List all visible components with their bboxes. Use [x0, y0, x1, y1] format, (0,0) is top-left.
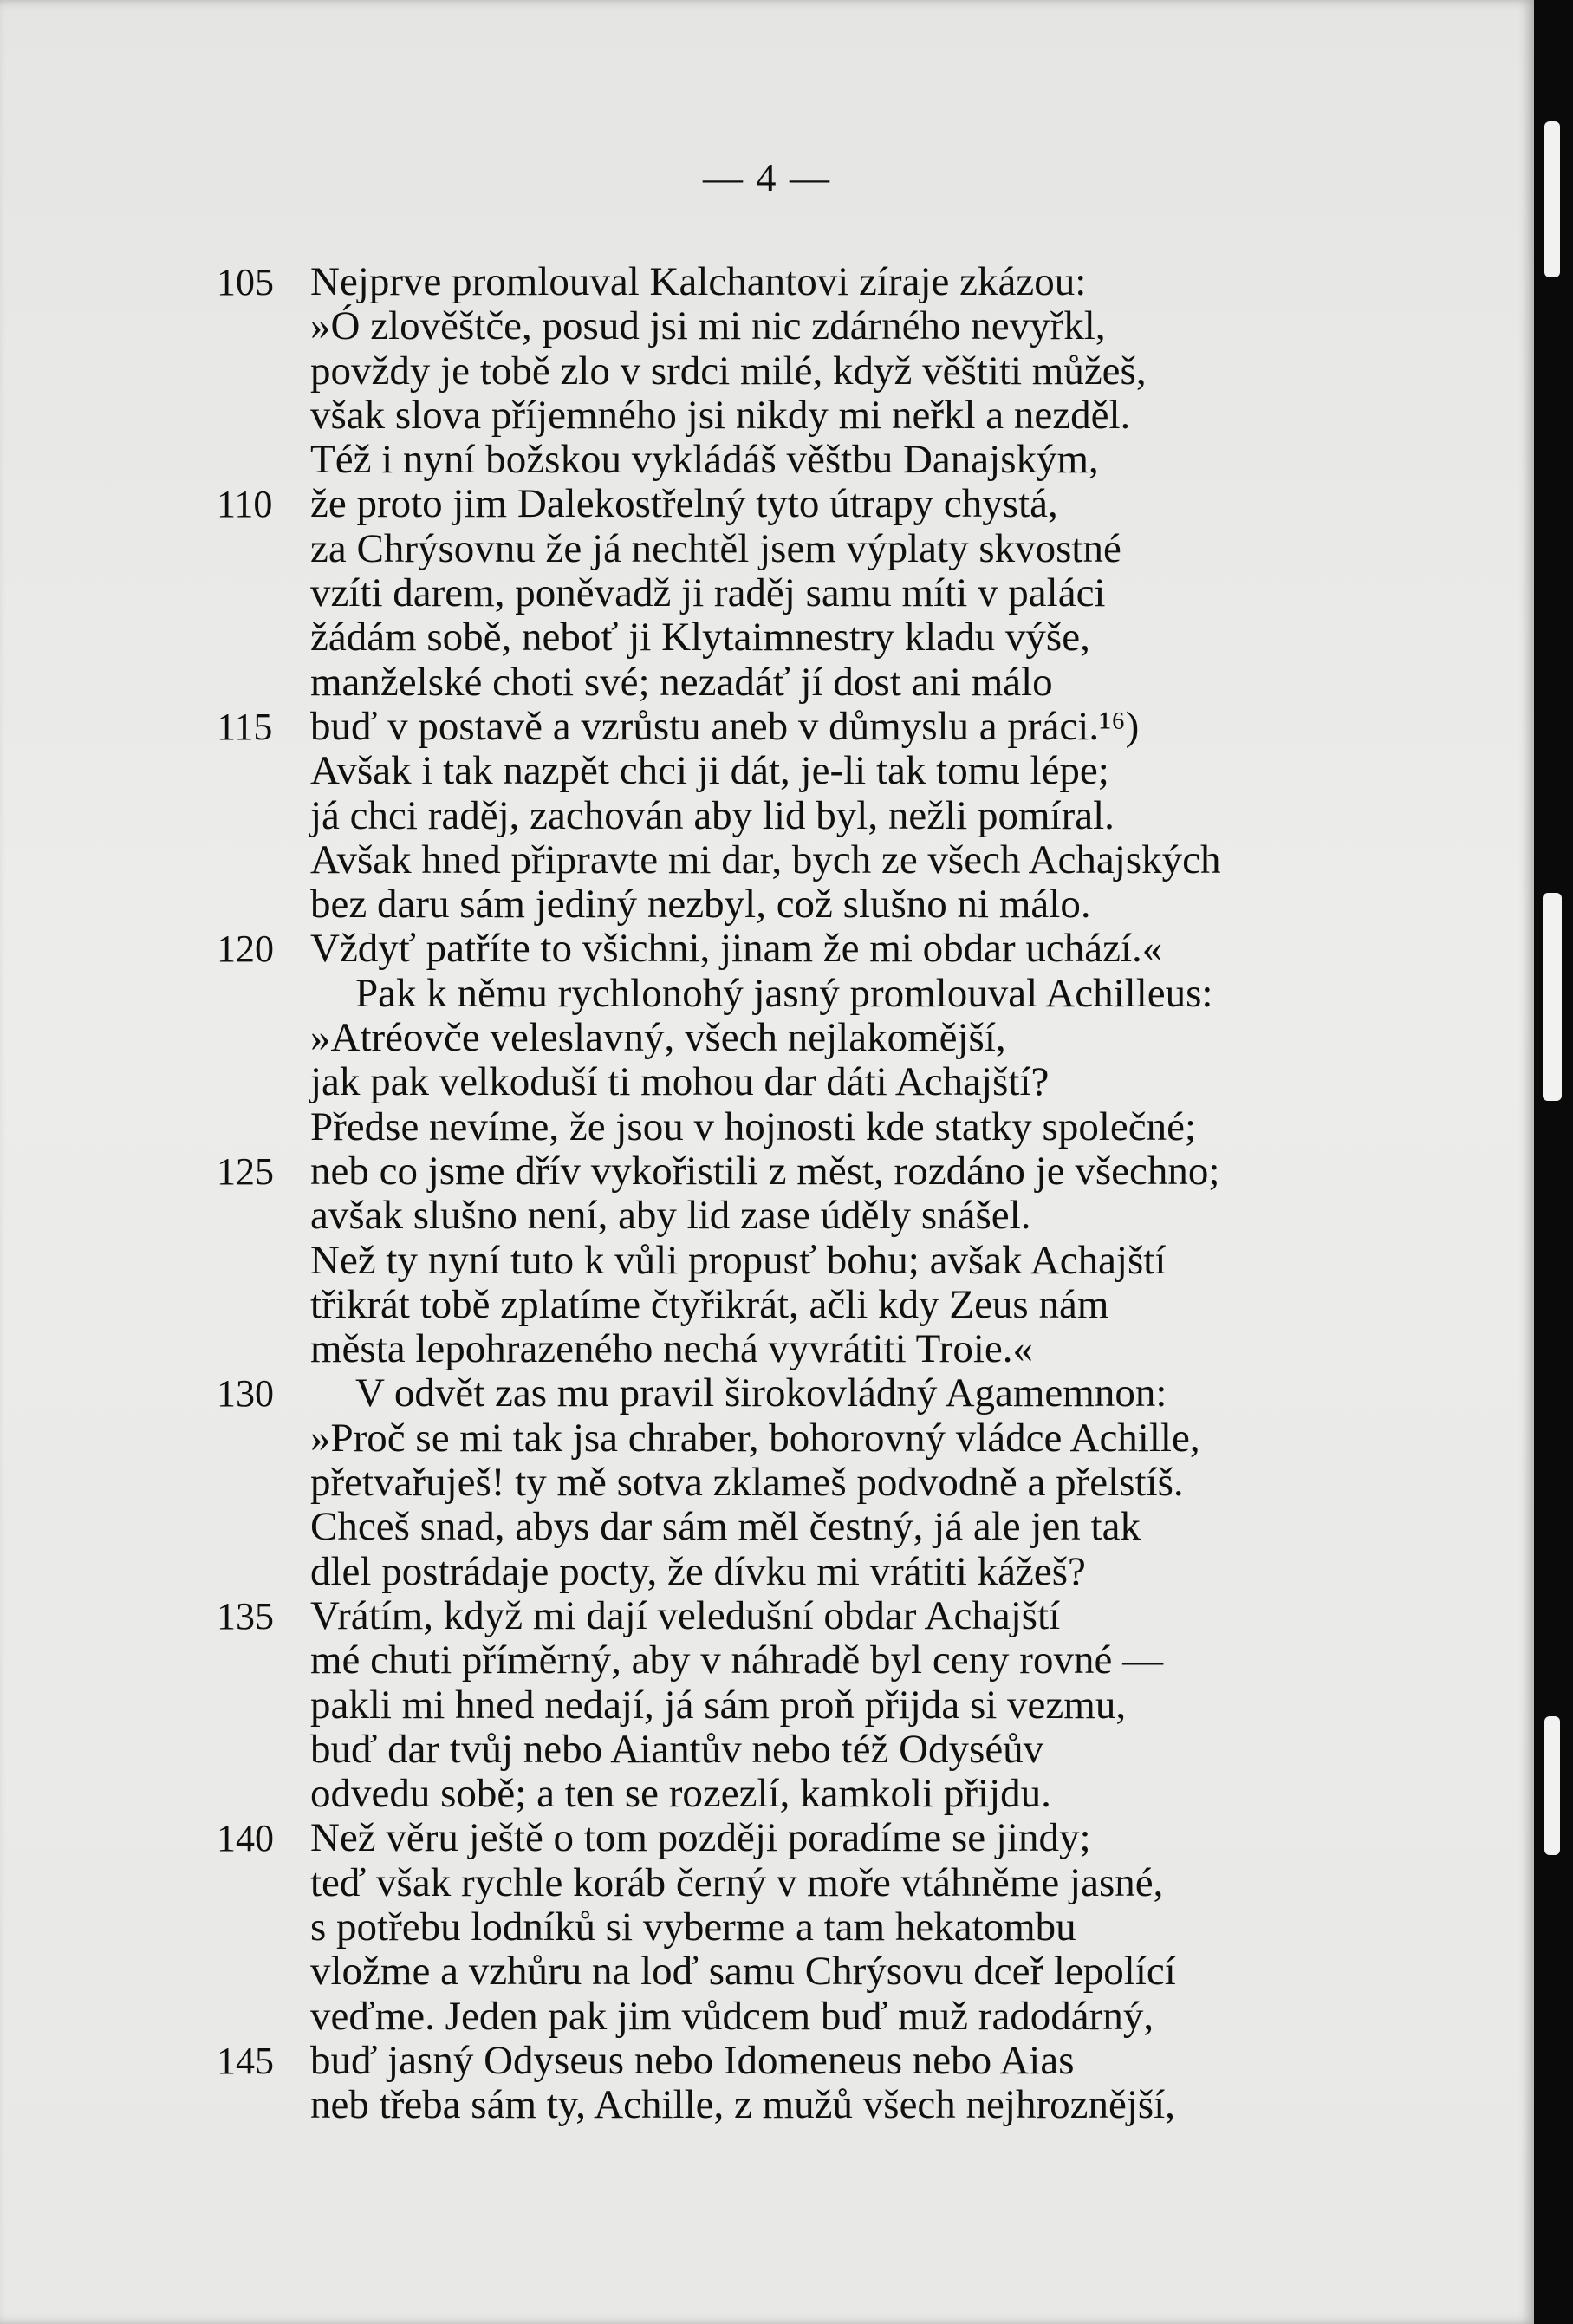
verse-line — [0, 1371, 1456, 1416]
verse-line — [0, 304, 1456, 348]
verse-line — [0, 1950, 1456, 1994]
book-spine — [1534, 0, 1573, 2324]
verse-text: však slova příjemného jsi nikdy mi neřkl a nezděl. — [310, 392, 1131, 438]
verse-text: Předse nevíme, že jsou v hojnosti kde statky společné; — [310, 1103, 1197, 1149]
verse-line — [0, 1728, 1456, 1772]
verse-line — [0, 438, 1456, 482]
verse-text: za Chrýsovnu že já nechtěl jsem výplaty skvostné — [310, 525, 1121, 571]
verse-text: povždy je tobě zlo v srdci milé, když věštiti můžeš, — [310, 348, 1147, 394]
verse-line — [0, 927, 1456, 971]
verse-text: manželské choti své; nezadáť jí dost ani málo — [310, 659, 1053, 705]
verse-line — [0, 394, 1456, 438]
verse-text: že proto jim Dalekostřelný tyto útrapy chystá, — [310, 481, 1058, 527]
verse-line — [0, 1683, 1456, 1728]
verse-line — [0, 1861, 1456, 1905]
verse-text: veďme. Jeden pak jim vůdcem buď muž radodárný, — [310, 1993, 1154, 2039]
verse-line — [0, 705, 1456, 749]
line-number: 130 — [217, 1372, 274, 1416]
verse-text: V odvět zas mu pravil širokovládný Agamemnon: — [355, 1370, 1167, 1416]
line-number: 120 — [217, 928, 274, 971]
verse-text: Též i nyní božskou vykládáš věštbu Danajským, — [310, 437, 1099, 483]
verse-text: Vrátím, když mi dají veledušní obdar Achajští — [310, 1592, 1061, 1638]
verse-line — [0, 615, 1456, 660]
verse-line — [0, 260, 1456, 304]
verse-text: jak pak velkoduší ti mohou dar dáti Achajští? — [310, 1059, 1050, 1105]
verse-text: třikrát tobě zplatíme čtyřikrát, ačli kdy Zeus nám — [310, 1281, 1109, 1327]
line-number: 135 — [217, 1594, 274, 1637]
line-number: 115 — [217, 705, 273, 748]
verse-text: Než ty nyní tuto k vůli propusť bohu; avšak Achajští — [310, 1237, 1167, 1283]
verse-line — [0, 1416, 1456, 1461]
verse-text: pakli mi hned nedají, já sám proň přijda si vezmu, — [310, 1682, 1127, 1728]
verse-line — [0, 1461, 1456, 1505]
verse-text: vložme a vzhůru na loď samu Chrýsovu dceř lepolící — [310, 1949, 1176, 1995]
verse-line — [0, 1105, 1456, 1149]
page-number: — 4 — — [703, 155, 831, 199]
verse-line — [0, 1594, 1456, 1638]
verse-line — [0, 1995, 1456, 2039]
verse-text: buď v postavě a vzrůstu aneb v důmyslu a práci.¹⁶) — [310, 703, 1140, 749]
verse-text: s potřebu lodníků si vyberme a tam hekatombu — [310, 1904, 1076, 1950]
line-number: 105 — [217, 261, 274, 303]
verse-line — [0, 1905, 1456, 1950]
verse-text: odvedu sobě; a ten se rozezlí, kamkoli přijdu. — [310, 1771, 1051, 1817]
verse-text: města lepohrazeného nechá vyvrátiti Troie.« — [310, 1326, 1033, 1372]
verse-line — [0, 1327, 1456, 1371]
verse-text: žádám sobě, neboť ji Klytaimnestry kladu výše, — [310, 615, 1090, 661]
verse-text: buď dar tvůj nebo Aiantův nebo též Odyséův — [310, 1726, 1044, 1772]
verse-line — [0, 1772, 1456, 1816]
verse-line — [0, 1016, 1456, 1060]
line-number: 140 — [217, 1817, 274, 1860]
verse-line — [0, 571, 1456, 615]
verse-text: bez daru sám jediný nezbyl, což slušno ni málo. — [310, 882, 1091, 928]
verse-text: teď však rychle koráb černý v moře vtáhněme jasné, — [310, 1859, 1164, 1905]
verse-text: Pak k němu rychlonohý jasný promlouval Achilleus: — [355, 970, 1213, 1016]
verse-line — [0, 1283, 1456, 1327]
verse-line — [0, 794, 1456, 838]
verse-block — [0, 260, 1456, 2127]
verse-line — [0, 1239, 1456, 1283]
verse-text: Nejprve promlouval Kalchantovi zíraje zkázou: — [310, 259, 1087, 304]
verse-line — [0, 1060, 1456, 1104]
verse-line — [0, 882, 1456, 927]
verse-text: »Atréovče veleslavný, všech nejlakomější, — [310, 1015, 1006, 1061]
spine-mark — [1543, 893, 1562, 1101]
verse-text: neb co jsme dřív vykořistili z měst, rozdáno je všechno; — [310, 1148, 1220, 1194]
verse-text: dlel postrádaje pocty, že dívku mi vrátiti kážeš? — [310, 1548, 1086, 1594]
verse-line — [0, 1149, 1456, 1194]
verse-line — [0, 1194, 1456, 1238]
line-number: 110 — [217, 483, 273, 526]
verse-line — [0, 749, 1456, 793]
verse-text: »Ó zlověštče, posud jsi mi nic zdárného nevyřkl, — [310, 303, 1106, 349]
verse-text: Vždyť patříte to všichni, jinam že mi obdar uchází.« — [310, 926, 1163, 972]
verse-text: »Proč se mi tak jsa chraber, bohorovný vládce Achille, — [310, 1415, 1200, 1461]
verse-text: vzíti darem, poněvadž ji raděj samu míti v paláci — [310, 570, 1106, 616]
spine-mark — [1544, 121, 1560, 277]
line-number: 145 — [217, 2039, 274, 2082]
verse-line — [0, 1505, 1456, 1549]
verse-line — [0, 1638, 1456, 1683]
verse-line — [0, 482, 1456, 526]
verse-text: avšak slušno není, aby lid zase úděly snášel. — [310, 1193, 1031, 1239]
verse-text: Avšak hned připravte mi dar, bych ze všech Achajských — [310, 837, 1221, 882]
verse-line — [0, 838, 1456, 882]
verse-line — [0, 2083, 1456, 2127]
verse-line — [0, 1550, 1456, 1594]
line-number: 125 — [217, 1149, 274, 1193]
verse-text: Chceš snad, abys dar sám měl čestný, já ale jen tak — [310, 1504, 1141, 1550]
verse-line — [0, 661, 1456, 705]
verse-line — [0, 2039, 1456, 2083]
verse-text: přetvařuješ! ty mě sotva zklameš podvodně a přelstíš. — [310, 1460, 1184, 1506]
verse-line — [0, 527, 1456, 571]
verse-text: já chci raděj, zachován aby lid byl, nežli pomíral. — [310, 792, 1115, 838]
verse-line — [0, 349, 1456, 394]
verse-text: mé chuti příměrný, aby v náhradě byl ceny rovné — — [310, 1637, 1164, 1683]
verse-line — [0, 1816, 1456, 1860]
verse-text: buď jasný Odyseus nebo Idomeneus nebo Aias — [310, 2037, 1075, 2083]
spine-mark — [1544, 1716, 1560, 1855]
verse-line — [0, 972, 1456, 1016]
verse-text: neb třeba sám ty, Achille, z mužů všech nejhroznější, — [310, 2082, 1175, 2128]
verse-text: Než věru ještě o tom později poradíme se jindy; — [310, 1815, 1091, 1861]
verse-text: Avšak i tak nazpět chci ji dát, je-li tak tomu lépe; — [310, 748, 1109, 794]
